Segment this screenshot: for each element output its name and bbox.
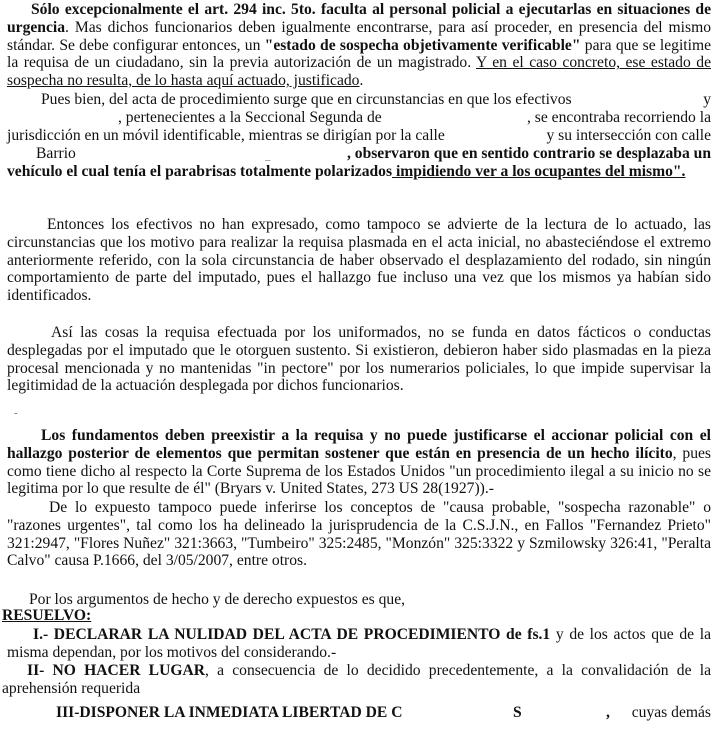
- stray-mark: -: [14, 407, 18, 419]
- resolution-item-2: II- NO HACER LUGAR, a consecuencia de lo decidido precedentemente, a la convalidación de la aprehensión requerida: [2, 662, 711, 697]
- bold-text: Los fundamentos deben preexistir a la requisa y no puede justificarse el accionar policial con el hallazgo posterior de elementos que permitan sostener que están en presencia de un hecho ilícito: [7, 427, 711, 462]
- bold-text: Sólo excepcionalmente el art. 294 inc. 5to. faculta al personal policial a ejecutarlas en situaciones de urgencia: [7, 1, 711, 36]
- paragraph-analysis: Entonces los efectivos no han expresado, como tampoco se advierte de la lectura de lo actuado, las circunstancias que los motivo para realizar la requisa plasmada en el acta inicial, no abasteciéndose el extremo anteriormente referido, con la sola circunstancia de haber observado el desplazamiento del rodado, sin ningún comportamiento de parte del imputado, pues el hallazgo fue incluso una vez que los mismos ya habían sido identificados.: [7, 216, 711, 305]
- paragraph-urgency: Sólo excepcionalmente el art. 294 inc. 5to. faculta al personal policial a ejecutarlas en situaciones de urgencia. Mas dichos funcionarios deben igualmente encontrarse, para así proceder, en presencia del mismo stándar. Se debe configurar entonces, un "estado de sospecha objetivamente verificable" para que se legitime la requisa de un ciudadano, sin la previa autorización de un magistrado. Y en el caso concreto, ese estado de sospecha no resulta, de lo hasta aquí actuado, justificado.: [7, 1, 711, 90]
- resolution-item-1: I.- DECLARAR LA NULIDAD DEL ACTA DE PROCEDIMIENTO de fs.1 y de los actos que de la misma dependan, por los motivos del considerando.-: [7, 626, 711, 661]
- paragraph-conclusion: Por los argumentos de hecho y de derecho expuestos es que,: [29, 591, 406, 608]
- resuelvo-heading: RESUELVO:: [2, 607, 92, 624]
- paragraph-jurisprudencia: De lo expuesto tampoco puede inferirse los conceptos de "causa probable, "sospecha razonable" o "razones urgentes", tal como los ha delineado la jurisprudencia de la C.S.J.N., en Fallos "Fernandez Prieto" 321:2947, "Flores Nuñez" 321:3663, "Tumbeiro" 325:2485, "Monzón" 325:3322 y Szmilowsky 326:41, "Peralta Calvo" causa P.1666, del 3/05/2007, entre otros.: [7, 499, 711, 570]
- paragraph-fundamentos: Los fundamentos deben preexistir a la requisa y no puede justificarse el accionar policial con el hallazgo posterior de elementos que permitan sostener que están en presencia de un hecho ilícito, pues como tiene dicho al respecto la Corte Suprema de los Estados Unidos "un procedimiento ilegal a su inicio no se legitima por lo que resulte de él" (Bryars v. United States, 273 US 28(1927)).-: [7, 427, 711, 498]
- document-page: Sólo excepcionalmente el art. 294 inc. 5to. faculta al personal policial a ejecutarlas en situaciones de urgencia. Mas dichos funcionarios deben igualmente encontrarse, para así proceder, en presencia del mismo stándar. Se debe configurar entonces, un "estado de sospecha objetivamente verificable" para que se legitime la requisa de un ciudadano, sin la previa autorización de un magistrado. Y en el caso concreto, ese estado de sospecha no resulta, de lo hasta aquí actuado, justificado. Pues bien, del acta de procedimiento surge que en circunstancias en que los efectivos y , pertenecientes a la Seccional Segunda de , se encontraba recorriendo la jurisdicción en un móvil identificable, mientras se dirigían por la calle y su intersección con calle Barrio , observaron que en sentido contrario se desplazaba un _ vehículo el cual tenía el parabrisas totalmente polarizados impidiendo ver a los ocupantes del mismo". Entonces los efectivos no han expresado, como tampoco se advierte de la lectura de lo actuado, las circunstancias que los motivo para realizar la requisa plasmada en el acta inicial, no abasteciéndose el extremo anteriormente referido, con la sola circunstancia de haber observado el desplazamiento del rodado, sin ningún comportamiento de parte del imputado, pues el hallazgo fue incluso una vez que los mismos ya habían sido identificados. Así las cosas la requisa efectuada por los uniformados, no se funda en datos fácticos o conductas desplegadas por el imputado que le otorguen sustento. Si existieron, debieron haber sido plasmadas en la pieza procesal mencionada y no mantenidas "in pectore" por los numerarios policiales, lo que impide supervisar la legitimidad de la actuación desplegada por dichos funcionarios. - Los fundamentos deben preexistir a la requisa y no puede justificarse el accionar policial con el hallazgo posterior de elementos que permitan sostener que están en presencia de un hecho ilícito, pues como tiene dicho al respecto la Corte Suprema de los Estados Unidos "un procedimiento ilegal a su inicio no se legitima por lo que resulte de él" (Bryars v. United States, 273 US 28(1927)).- De lo expuesto tampoco puede inferirse los conceptos de "causa probable, "sospecha razonable" o "razones urgentes", tal como los ha delineado la jurisprudencia de la C.S.J.N., en Fallos "Fernandez Prieto" 321:2947, "Flores Nuñez" 321:3663, "Tumbeiro" 325:2485, "Monzón" 325:3322 y Szmilowsky 326:41, "Peralta Calvo" causa P.1666, del 3/05/2007, entre otros. Por los argumentos de hecho y de derecho expuestos es que, RESUELVO: I.- DECLARAR LA NULIDAD DEL ACTA DE PROCEDIMIENTO de fs.1 y de los actos que de la misma dependan, por los motivos del considerando.- II- NO HACER LUGAR, a consecuencia de lo decidido precedentemente, a la convalidación de la aprehensión requerida III-DISPONER LA INMEDIATA LIBERTAD DE C S , cuyas demás: [0, 0, 717, 730]
- bold-text: "estado de sospecha objetivamente verificable": [264, 36, 581, 54]
- paragraph-requisa: Así las cosas la requisa efectuada por los uniformados, no se funda en datos fácticos o conductas desplegadas por el imputado que le otorguen sustento. Si existieron, debieron haber sido plasmadas en la pieza procesal mencionada y no mantenidas "in pectore" por los numerarios policiales, lo que impide supervisar la legitimidad de la actuación desplegada por dichos funcionarios.: [7, 324, 711, 395]
- underlined-text: Y en el caso concreto, ese estado de sospecha no resulta, de lo hasta aquí actuado, justificado: [7, 54, 711, 90]
- redaction-mark: _: [265, 150, 271, 162]
- resolution-item-3: III-DISPONER LA INMEDIATA LIBERTAD DE C S , cuyas demás: [56, 704, 711, 721]
